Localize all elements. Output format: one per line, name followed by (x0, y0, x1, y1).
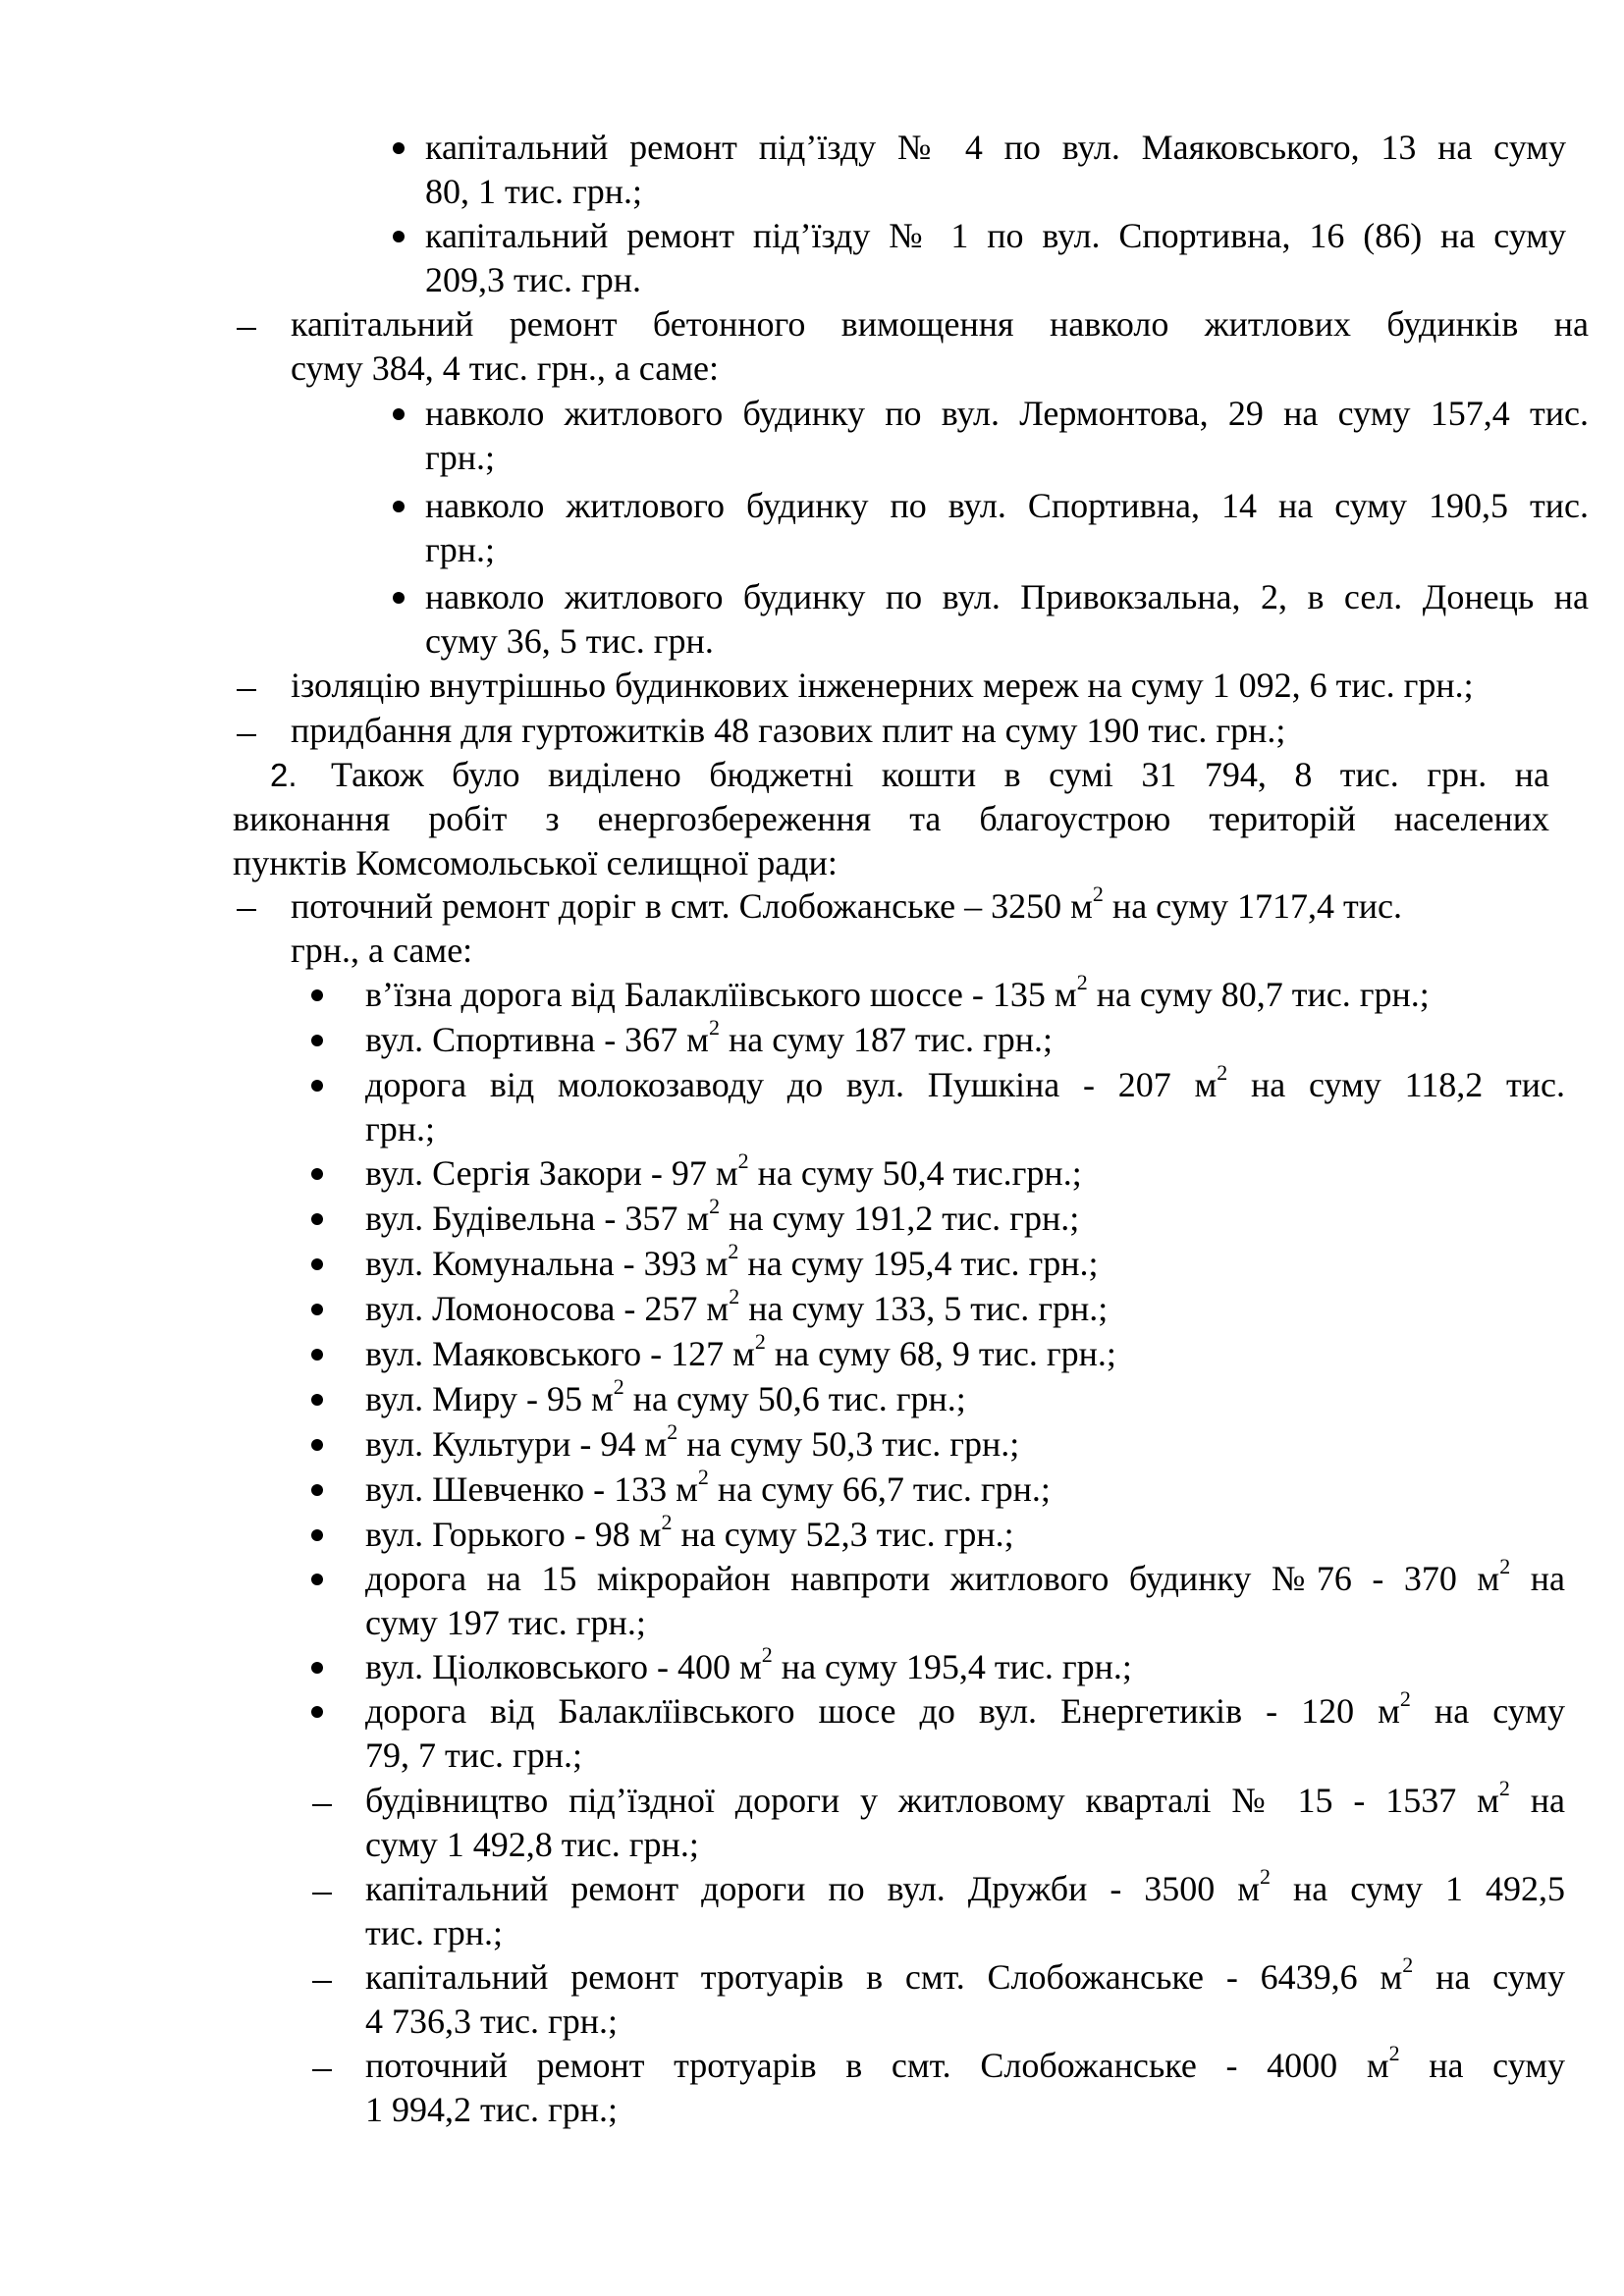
bullet-icon (311, 1574, 323, 1585)
list-item-text: навколо житлового будинку по вул. Привокзальна, 2, в сел. Донець на (425, 577, 1589, 616)
bullet-icon (393, 501, 405, 512)
list-item-text: капітальний ремонт бетонного вимощення навколо житлових будинків на (291, 304, 1589, 344)
list-item-text: суму 384, 4 тис. грн., а саме: (291, 348, 719, 388)
road-item-text: дорога на 15 мікрорайон навпроти житлового будинку №76 - 370 $м^2$ на (365, 1554, 1565, 1598)
sub-dash-item-text: тис. грн.; (365, 1913, 504, 1952)
dash-icon (237, 328, 256, 330)
sub-dash-item-text: суму 1 492,8 тис. грн.; (365, 1825, 699, 1864)
road-item-text: вул. Комунальна - 393 $м^2$ на суму 195,4 тис. грн.; (365, 1239, 1099, 1283)
road-item-text: грн.; (365, 1109, 436, 1148)
bullet-icon (311, 1213, 323, 1225)
list-item-text: навколо житлового будинку по вул. Спортивна, 14 на суму 190,5 тис. (425, 486, 1589, 525)
bullet-icon (311, 1484, 323, 1496)
bullet-icon (393, 408, 405, 420)
road-item-text: в’їзна дорога від Балаклїівського шоссе - 135 $м^2$ на суму 80,7 тис. грн.; (365, 970, 1430, 1014)
list-item-text: грн.; (425, 530, 496, 569)
road-item-text: вул. Миру - 95 $м^2$ на суму 50,6 тис. грн.; (365, 1374, 966, 1418)
sub-dash-item-text: капітальний ремонт дороги по вул. Дружби - 3500 $м^2$ на суму 1 492,5 (365, 1864, 1565, 1908)
dash-icon (237, 734, 256, 736)
road-item-text: дорога від Балаклїівського шосе до вул. Енергетиків - 120 $м^2$ на суму (365, 1686, 1566, 1731)
paragraph-line: Також було виділено бюджетні кошти в сумі 31 794, 8 тис. грн. на (331, 755, 1549, 794)
dash-icon (312, 1893, 332, 1895)
sub-dash-item-text: поточний ремонт тротуарів в смт. Слобожанське - 4000 $м^2$ на суму (365, 2041, 1565, 2085)
bullet-icon (311, 1035, 323, 1046)
road-item-text: вул. Шевченко - 133 $м^2$ на суму 66,7 тис. грн.; (365, 1465, 1051, 1509)
sub-dash-item-text: 4 736,3 тис. грн.; (365, 2002, 619, 2041)
list-item-text: 80, 1 тис. грн.; (425, 172, 643, 211)
list-item-text: навколо житлового будинку по вул. Лермонтова, 29 на суму 157,4 тис. (425, 394, 1589, 433)
road-item-text: вул. Спортивна - 367 $м^2$ на суму 187 тис. грн.; (365, 1015, 1054, 1059)
bullet-icon (311, 1394, 323, 1406)
road-item-text: вул. Культури - 94 $м^2$ на суму 50,3 тис. грн.; (365, 1419, 1020, 1464)
bullet-icon (393, 592, 405, 604)
sub-dash-item-text: капітальний ремонт тротуарів в смт. Слобожанське - 6439,6 $м^2$ на суму (365, 1952, 1565, 1997)
road-item-text: дорога від молокозаводу до вул. Пушкіна - 207 $м^2$ на суму 118,2 тис. (365, 1060, 1565, 1104)
section-number: 2. (270, 757, 298, 793)
bullet-icon (311, 1662, 323, 1674)
bullet-icon (311, 1258, 323, 1270)
bullet-icon (311, 1529, 323, 1541)
road-item-text: вул. Маяковського - 127 $м^2$ на суму 68, 9 тис. грн.; (365, 1329, 1116, 1373)
list-item-text: грн.; (425, 438, 496, 477)
bullet-icon (311, 1349, 323, 1361)
road-item-text: 79, 7 тис. грн.; (365, 1735, 583, 1775)
list-item-text: 209,3 тис. грн. (425, 260, 642, 299)
dash-icon (312, 2069, 332, 2071)
road-item-text: вул. Ціолковського - 400 $м^2$ на суму 195,4 тис. грн.; (365, 1642, 1132, 1686)
dash-icon (237, 689, 256, 691)
sub-dash-item-text: будівництво під’їздної дороги у житловому кварталі № 15 - 1537 $м^2$ на (365, 1776, 1565, 1820)
dash-icon (237, 909, 256, 911)
bullet-icon (311, 1439, 323, 1451)
road-item-text: вул. Ломоносова - 257 $м^2$ на суму 133, 5 тис. грн.; (365, 1284, 1109, 1328)
dash-icon (312, 1981, 332, 1983)
list-item-text: капітальний ремонт під’їзду № 4 по вул. Маяковського, 13 на суму (425, 128, 1566, 167)
bullet-icon (393, 142, 405, 154)
road-item-text: вул. Горького - 98 $м^2$ на суму 52,3 тис. грн.; (365, 1510, 1014, 1554)
bullet-icon (311, 1080, 323, 1092)
list-item-text: суму 36, 5 тис. грн. (425, 621, 714, 661)
sub-dash-item-text: 1 994,2 тис. грн.; (365, 2090, 619, 2129)
road-item-text: вул. Будівельна - 357 $м^2$ на суму 191,2 тис. грн.; (365, 1194, 1080, 1238)
bullet-icon (311, 1706, 323, 1718)
list-item-text: поточний ремонт доріг в смт. Слобожанське – 3250 $м^2$ на суму 1717,4 тис. (291, 881, 1402, 926)
list-item-text: грн., а саме: (291, 931, 473, 970)
list-item-text: капітальний ремонт під’їзду № 1 по вул. Спортивна, 16 (86) на суму (425, 216, 1566, 255)
paragraph-line: виконання робіт з енергозбереження та благоустрою територій населених (233, 799, 1549, 838)
bullet-icon (311, 989, 323, 1001)
road-item-text: суму 197 тис. грн.; (365, 1603, 646, 1642)
list-item-text: ізоляцію внутрішньо будинкових інженерних мереж на суму 1 092, 6 тис. грн.; (291, 666, 1474, 705)
bullet-icon (311, 1168, 323, 1180)
bullet-icon (393, 231, 405, 242)
paragraph-line: пунктів Комсомольської селищної ради: (233, 843, 838, 882)
dash-icon (312, 1804, 332, 1806)
list-item-text: придбання для гуртожитків 48 газових плит на суму 190 тис. грн.; (291, 711, 1286, 750)
road-item-text: вул. Сергія Закори - 97 $м^2$ на суму 50,4 тис.грн.; (365, 1148, 1082, 1193)
bullet-icon (311, 1304, 323, 1315)
